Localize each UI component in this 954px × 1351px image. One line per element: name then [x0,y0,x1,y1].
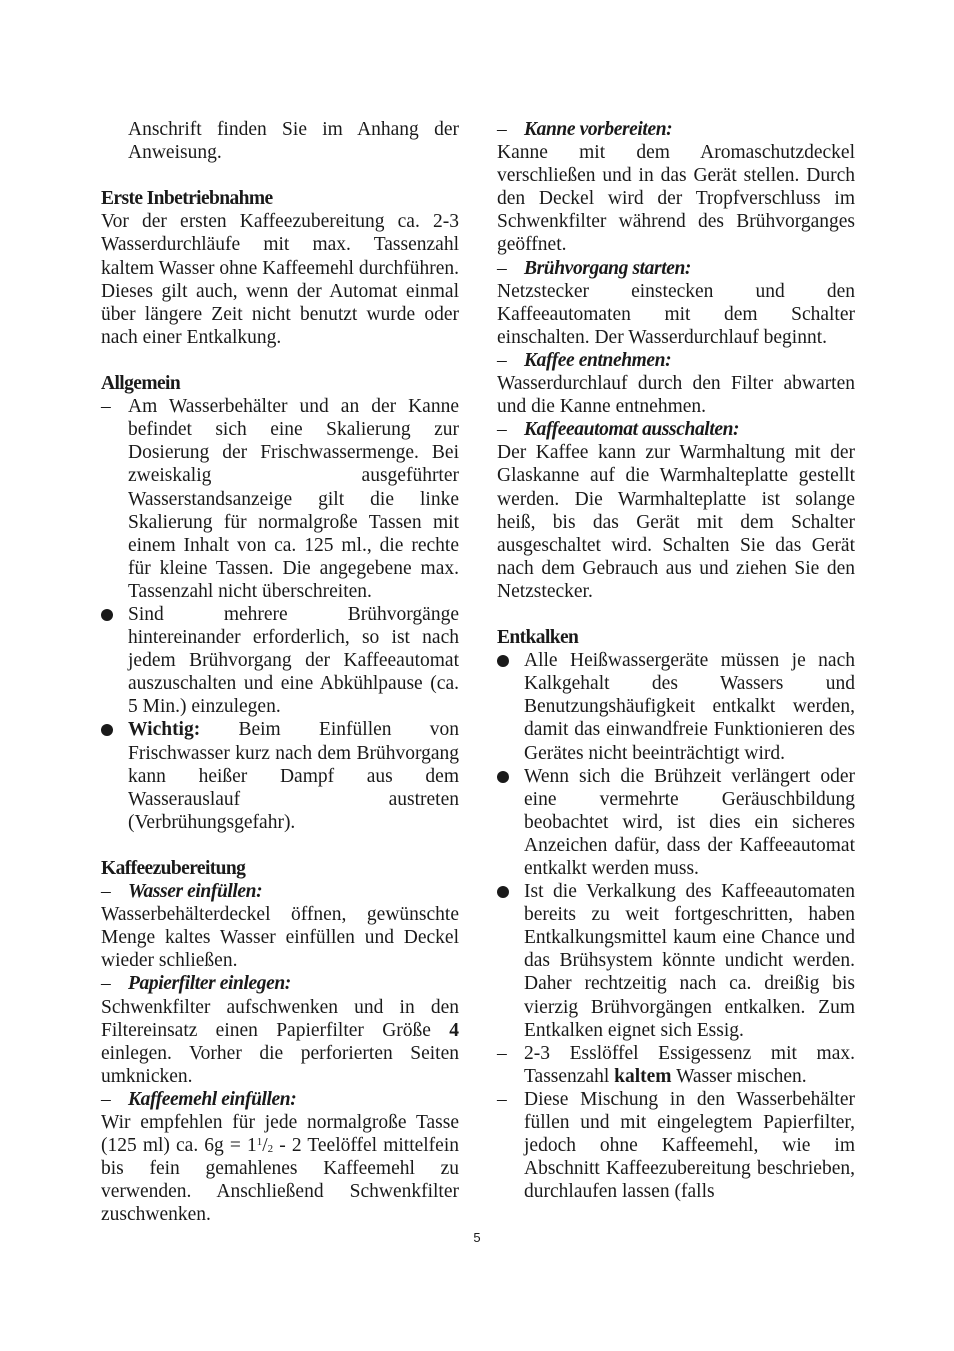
step-text-part: einlegen. Vorher die perforierten Seiten umknicken. [101,1042,459,1087]
list-item-text: Diese Mischung in den Wasserbehälter füllen und mit eingelegtem Papierfilter, jedoch ohne Kaffeemehl, wie im Abschnitt Kaffeezubereitung beschrieben, durchlaufen lassen (falls [524,1088,855,1203]
dash-marker: – [497,1042,507,1064]
bullet-icon [101,718,113,742]
step-title [101,1088,459,1111]
dash-marker: – [101,1088,111,1110]
step-text: Wasserbehälterdeckel öffnen, gewünschte Menge kaltes Wasser einfüllen und Deckel wieder schließen. [101,904,459,972]
heading-erste-inbetriebnahme: Erste Inbetriebnahme [101,188,273,210]
step-title-text: Kanne vorbereiten: [524,119,673,140]
intro-text: Anschrift finden Sie im Anhang der Anweisung. [128,119,459,164]
left-column [101,118,459,1227]
list-item-text: Ist die Verkalkung des Kaffeeautomaten bereits zu weit fortgeschritten, haben Entkalkungsmittel kaum eine Chance und das Brühsystem könnte undicht werden. Daher rechtzeitig nach ca. dreißig bis vierzig Brühvorgängen entkalken. Zum Entkalken eignet sich Essig. [524,881,855,1041]
list-item [497,649,855,764]
page-number: 5 [473,1230,481,1245]
step-title-text: Kaffeeautomat ausschalten: [524,419,740,441]
heading-kaffeezubereitung: Kaffeezubereitung [101,858,246,879]
step-text-part: Wir empfehlen für jede normalgroße Tasse (125 ml) ca. 6g = 1 [101,1112,459,1157]
bullet-icon [101,603,113,627]
list-item-text: Am Wasserbehälter und an der Kanne befindet sich eine Skalierung zur Dosierung der Frischwassermenge. Bei zweiskalig ausgeführter Wasserstandsanzeige gilt die linke Skalierung für normalgroße Tassen mit einem Inhalt von ca. 125 ml., die rechte für kleine Tassen. Die angegebene max. Tassenzahl nicht überschreiten. [128,396,459,602]
list-item-text: Beim Einfüllen von Frischwasser kurz nach dem Brühvorgang kann heißer Dampf aus dem Wasserauslauf austreten (Verbrühungsgefahr). [128,719,459,833]
bullet-icon [497,649,509,673]
step-title [497,257,855,280]
dash-marker: – [101,881,111,903]
step-title-text: Kaffeemehl einfüllen: [128,1088,297,1110]
bullet-icon [497,880,509,904]
step-title-text: Kaffee entnehmen: [524,349,672,371]
list-item [497,1088,855,1203]
list-item-text: Alle Heißwassergeräte müssen je nach Kalkgehalt des Wassers und Benutzungshäufigkeit entkalkt werden, damit das einwandfreie Funktionieren des Gerätes nicht beeinträchtigt wird. [524,650,855,764]
dash-marker: – [101,396,111,418]
step-text: Der Kaffee kann zur Warmhaltung mit der Glaskanne auf die Warmhalteplatte gestellt werden. Die Warmhalteplatte ist solange heiß, bis das Gerät mit dem Schalter ausgeschaltet wird. Schalten Sie das Gerät nach dem Gebrauch aus und ziehen Sie den Netzstecker. [497,442,855,602]
list-item [497,1042,855,1088]
list-item-text: Wasser mischen. [671,1065,807,1087]
step-title [101,972,459,995]
dash-marker: – [101,973,111,995]
list-item [101,395,459,603]
dash-marker: – [497,349,507,371]
heading-entkalken: Entkalken [497,627,579,649]
filter-size: 4 [449,1019,459,1041]
fraction-numerator: 1 [256,1136,263,1149]
list-item-text: 2-3 Esslöffel Essigessenz mit max. Tassenzahl [524,1042,855,1087]
paragraph-erste-inbetriebnahme: Vor der ersten Kaffeezubereitung ca. 2-3 Wasserdurchläufe mit max. Tassenzahl kaltem Wasser ohne Kaffeemehl durchführen. Dieses gilt auch, wenn der Automat einmal über längere Zeit nicht benutzt wurde oder nach einer Entkalkung. [101,211,459,348]
important-label: Wichtig: [128,719,201,741]
step-text: Netzstecker einstecken und den Kaffeeautomaten mit dem Schalter einschalten. Der Wasserdurchlauf beginnt. [497,280,855,348]
dash-marker: – [497,119,507,140]
bullet-icon [497,765,509,789]
list-item [101,603,459,718]
step-title-text: Brühvorgang starten: [524,257,692,279]
list-item [497,880,855,1042]
step-title [497,418,855,441]
step-text [101,1111,459,1226]
heading-allgemein: Allgemein [101,373,181,395]
step-title [497,349,855,372]
step-text-part: - 2 Teelöffel mittelfein bis fein gemahlenes Kaffeemehl zu verwenden. Anschließend Schwenkfilter zuschwenken. [101,1135,459,1226]
step-text-part: Schwenkfilter aufschwenken und in den Filtereinsatz einen Papierfilter Größe [101,996,459,1041]
step-title-text: Papierfilter einlegen: [128,973,291,995]
dash-marker: – [497,419,507,441]
list-item-text: Sind mehrere Brühvorgänge hintereinander erforderlich, so ist nach jedem Brühvorgang der Kaffeeautomat auszuschalten und eine Abkühlpause (ca. 5 Min.) einzulegen. [128,603,459,718]
right-column [497,118,855,1203]
dash-marker: – [497,1088,507,1110]
fraction-denominator: 2 [267,1143,274,1156]
step-text [101,996,459,1088]
list-item [497,765,855,880]
list-item-text: Wenn sich die Brühzeit verlängert oder eine vermehrte Geräuschbildung beobachtet wird, ist dies ein sicheres Anzeichen dafür, dass der Kaffeeautomat entkalkt werden muss. [524,765,855,879]
dash-marker: – [497,257,507,279]
step-text: Wasserdurchlauf durch den Filter abwarten und die Kanne entnehmen. [497,373,855,418]
step-text: Kanne mit dem Aromaschutzdeckel verschließen und in das Gerät stellen. Durch den Deckel wird der Tropfverschluss im Schwenkfilter während des Brühvorganges geöffnet. [497,142,855,256]
list-item [101,718,459,833]
emphasis-kaltem: kaltem [614,1065,672,1087]
fraction-separator: / [262,1135,268,1157]
step-title-text: Wasser einfüllen: [128,881,263,903]
step-title [101,880,459,903]
step-title [497,118,855,141]
